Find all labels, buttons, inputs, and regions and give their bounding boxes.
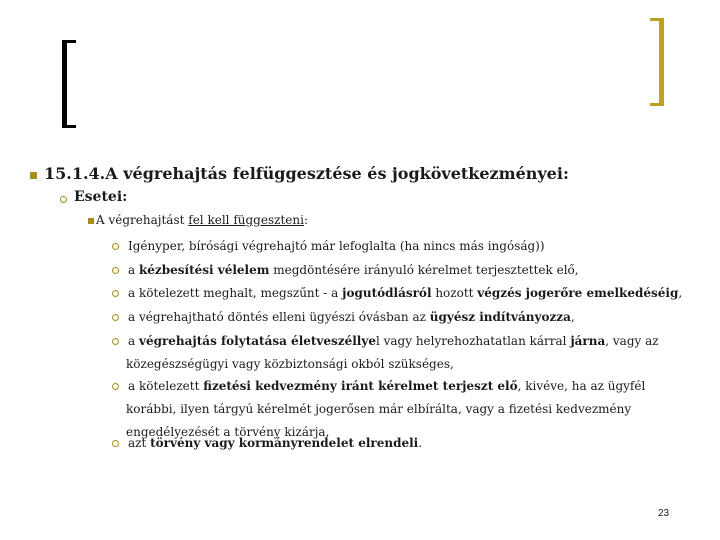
bold-segment: kézbesítési vélelem (138, 263, 270, 277)
item-line (126, 356, 454, 373)
level3-prefix: A végrehajtást (96, 213, 189, 227)
text-segment: közegészségügyi vagy közbiztonsági okból szükséges, (126, 357, 454, 371)
level3-suffix: : (303, 213, 308, 227)
page-number: 23 (658, 508, 670, 519)
item-line (128, 435, 422, 452)
item-line (128, 262, 579, 279)
text-segment: Igényper, bírósági végrehajtó már lefoglalta (ha nincs más ingóság)) (128, 239, 545, 253)
level2-bullet-icon (60, 196, 67, 203)
level1-bullet-icon (30, 172, 37, 179)
bold-segment: jogutódlásról (342, 286, 432, 300)
text-segment: , (570, 310, 575, 324)
item-bullet-icon (112, 290, 119, 297)
text-segment: , (678, 286, 683, 300)
text-segment: l vagy helyrehozhatatlan kárral (375, 334, 571, 348)
level3-underlined: fel kell függeszteni (188, 213, 304, 227)
text-segment: a kötelezett meghalt, megszűnt - a (128, 286, 343, 300)
text-segment: a (128, 334, 139, 348)
text-segment: a (128, 263, 139, 277)
text-segment: , kivéve, ha az ügyfél (517, 379, 646, 393)
item-bullet-icon (112, 243, 119, 250)
item-line (128, 378, 645, 395)
text-segment: megdöntésére irányuló kérelmet terjesztettek elő, (269, 263, 579, 277)
slide-heading: 15.1.4.A végrehajtás felfüggesztése és jogkövetkezményei: (44, 164, 569, 183)
text-segment: azt (128, 436, 151, 450)
bold-segment: törvény vagy kormányrendelet elrendeli (150, 436, 419, 450)
bold-segment: ügyész indítványozza (429, 310, 571, 324)
level3-text (96, 212, 308, 229)
bold-segment: végzés jogerőre emelkedéséig (477, 286, 679, 300)
text-segment: hozott (431, 286, 478, 300)
bold-segment: járna (570, 334, 606, 348)
right-bracket-decoration (650, 18, 664, 106)
item-bullet-icon (112, 383, 119, 390)
item-line (128, 333, 659, 350)
item-bullet-icon (112, 267, 119, 274)
subheading: Esetei: (74, 189, 128, 205)
item-line (128, 238, 545, 255)
item-line (126, 401, 631, 418)
text-segment: korábbi, ilyen tárgyú kérelmét jogerősen már elbírálta, vagy a fizetési kedvezmény (126, 402, 632, 416)
text-segment: engedélyezését a törvény kizárja, (126, 425, 330, 439)
text-segment: a végrehajtható döntés elleni ügyészi óvásban az (128, 310, 430, 324)
text-segment: , vagy az (605, 334, 659, 348)
item-bullet-icon (112, 338, 119, 345)
left-bracket-decoration (62, 40, 76, 128)
item-bullet-icon (112, 440, 119, 447)
bold-segment: fizetési kedvezmény iránt kérelmet terjeszt elő (203, 379, 518, 393)
text-segment: . (418, 436, 423, 450)
item-line (128, 285, 682, 302)
item-bullet-icon (112, 314, 119, 321)
bold-segment: végrehajtás folytatása életveszéllye (138, 334, 376, 348)
item-line (128, 309, 575, 326)
text-segment: a kötelezett (128, 379, 204, 393)
level3-bullet-icon (88, 218, 94, 224)
